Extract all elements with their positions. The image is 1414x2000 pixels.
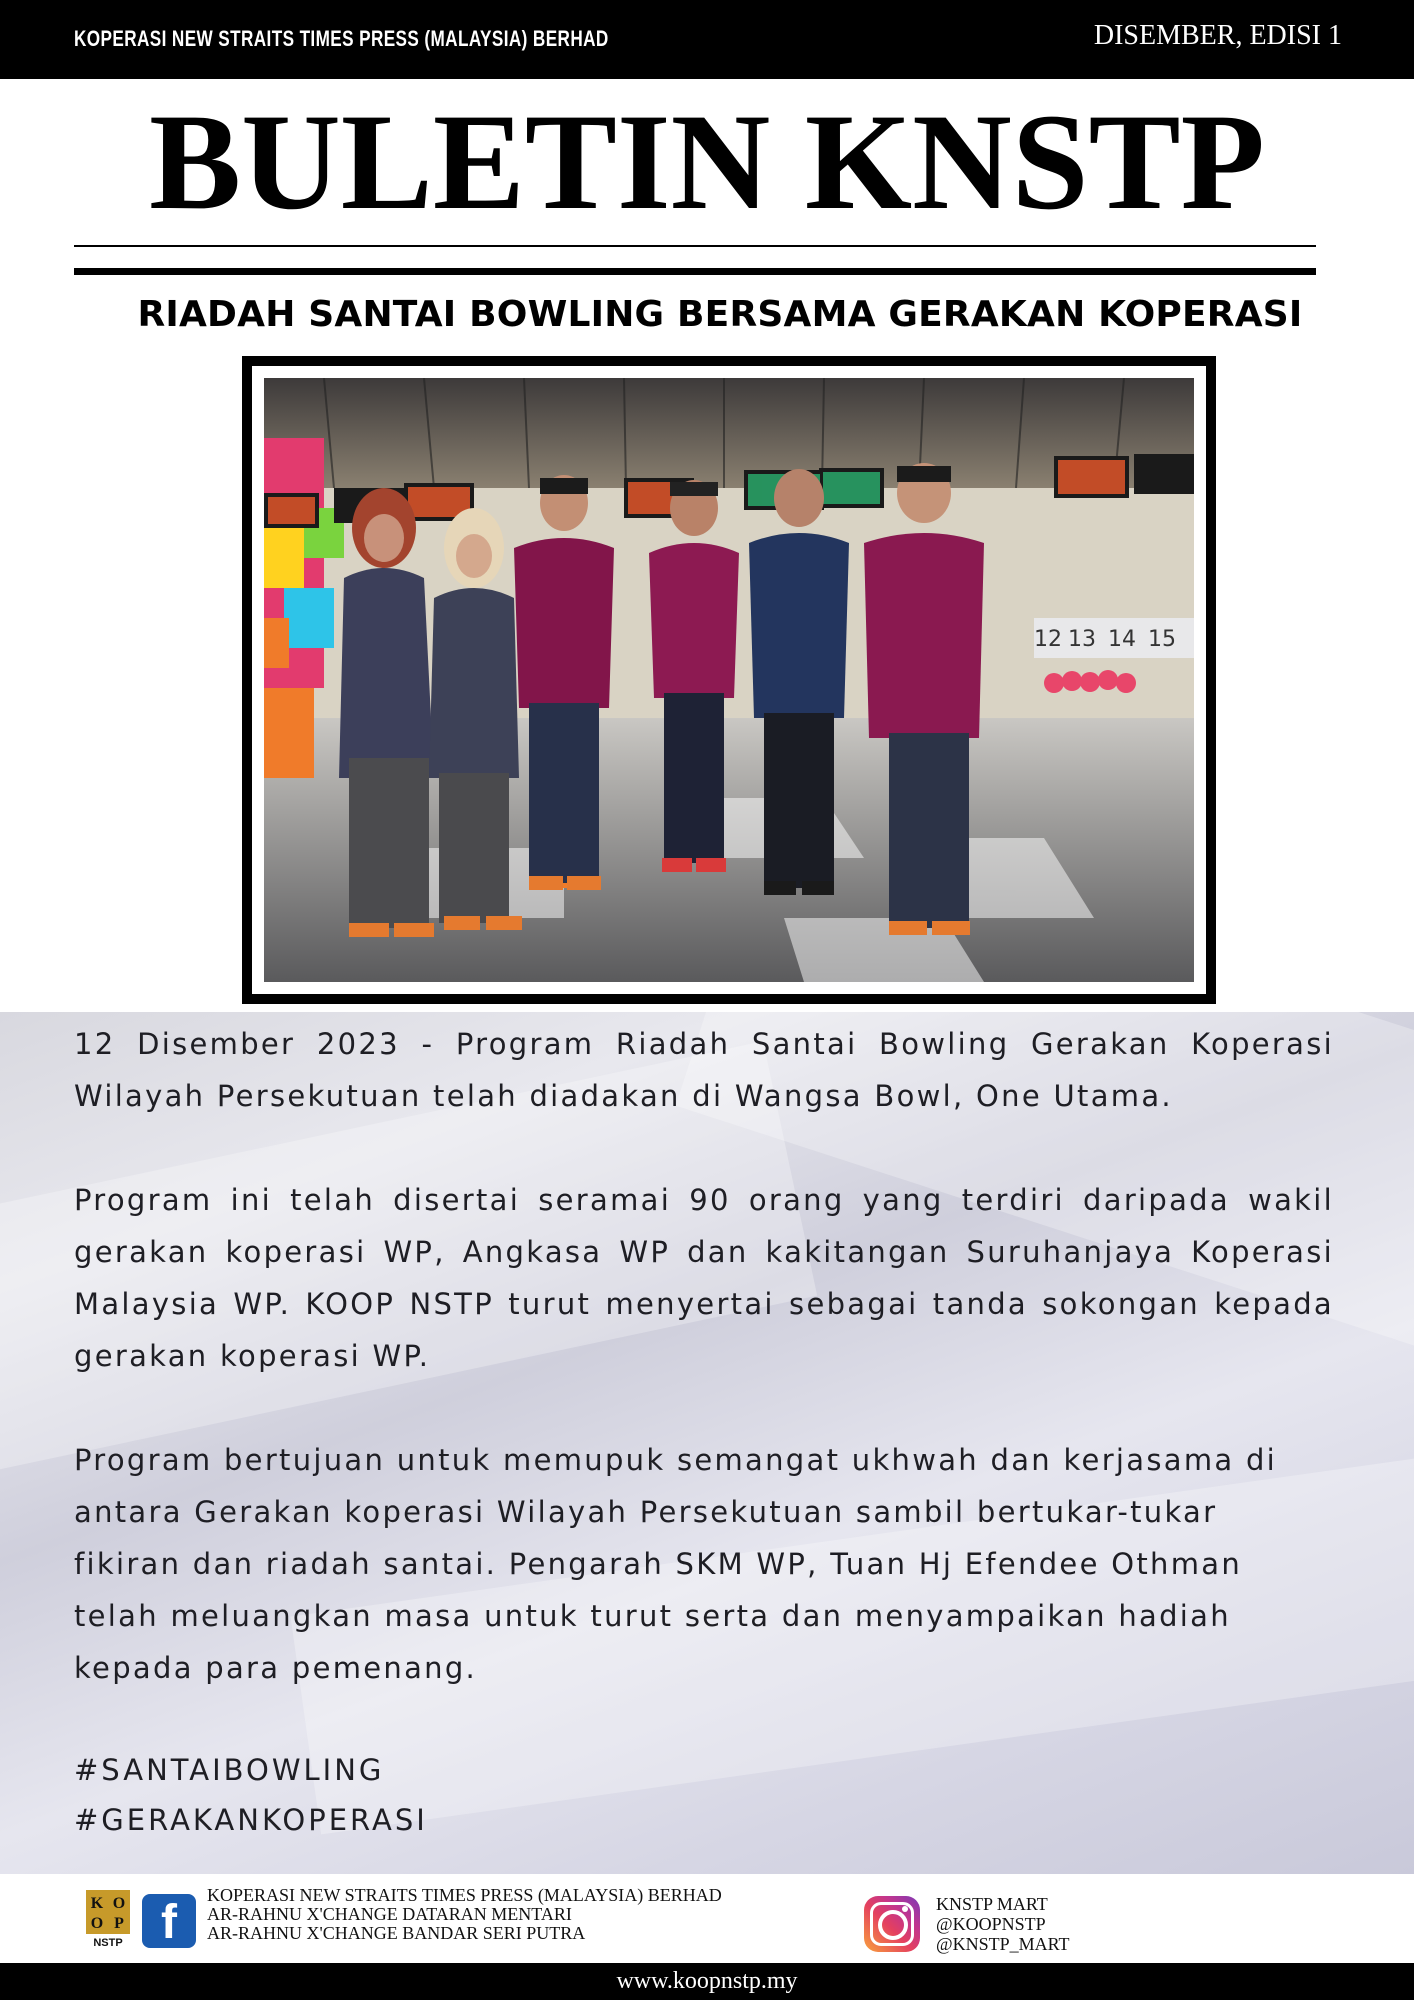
hashtag: #GERAKANKOPERASI bbox=[74, 1803, 428, 1837]
instagram-icon bbox=[864, 1896, 920, 1952]
article-body bbox=[74, 1018, 1334, 1694]
masthead-rule-thin bbox=[74, 245, 1316, 247]
top-bar bbox=[0, 0, 1414, 79]
hashtags bbox=[74, 1745, 428, 1845]
website-link[interactable]: www.koopnstp.my bbox=[616, 1968, 798, 1994]
hashtag: #SANTAIBOWLING bbox=[74, 1753, 385, 1787]
footer-line: KOPERASI NEW STRAITS TIMES PRESS (MALAYSIA) BERHAD bbox=[207, 1885, 722, 1905]
facebook-icon: f bbox=[142, 1894, 196, 1948]
facebook-accounts bbox=[207, 1886, 722, 1943]
footer-line: @KOOPNSTP bbox=[936, 1914, 1046, 1934]
article-paragraph: 12 Disember 2023 - Program Riadah Santai Bowling Gerakan Koperasi Wilayah Persekutuan telah diadakan di Wangsa Bowl, One Utama. bbox=[74, 1027, 1334, 1113]
masthead-rule-thick bbox=[74, 268, 1316, 275]
lane-number: 14 bbox=[1108, 627, 1136, 652]
footer-line: KNSTP MART bbox=[936, 1894, 1048, 1914]
photo-frame bbox=[242, 356, 1216, 1004]
bowling-group-photo bbox=[264, 378, 1194, 982]
footer-line: AR-RAHNU X'CHANGE DATARAN MENTARI bbox=[207, 1904, 572, 1924]
footer-line: AR-RAHNU X'CHANGE BANDAR SERI PUTRA bbox=[207, 1923, 586, 1943]
article-paragraph: Program bertujuan untuk memupuk semangat ukhwah dan kerjasama di antara Gerakan koperasi Wilayah Persekutuan sambil bertukar-tukar fikiran dan riadah santai. Pengarah SKM WP, Tuan Hj Efendee Othman telah meluangkan masa untuk turut serta dan menyampaikan hadiah kepada para pemenang. bbox=[74, 1443, 1278, 1685]
lane-number: 12 bbox=[1034, 627, 1062, 652]
lane-number: 15 bbox=[1148, 627, 1176, 652]
article-paragraph: Program ini telah disertai seramai 90 orang yang terdiri daripada wakil gerakan koperasi WP, Angkasa WP dan kakitangan Suruhanjaya Koperasi Malaysia WP. KOOP NSTP turut menyertai sebagai tanda sokongan kepada gerakan koperasi WP. bbox=[74, 1183, 1334, 1373]
article-headline: RIADAH SANTAI BOWLING BERSAMA GERAKAN KOPERASI bbox=[137, 294, 1303, 335]
koop-nstp-logo bbox=[86, 1890, 130, 1948]
svg-text:O: O bbox=[112, 1895, 126, 1912]
lane-number: 13 bbox=[1068, 627, 1096, 652]
edition-label: DISEMBER, EDISI 1 bbox=[1093, 20, 1342, 51]
svg-text:O: O bbox=[90, 1915, 104, 1932]
svg-text:NSTP: NSTP bbox=[93, 1937, 123, 1948]
instagram-accounts bbox=[936, 1894, 1070, 1954]
svg-text:P: P bbox=[114, 1915, 124, 1932]
svg-text:K: K bbox=[90, 1895, 104, 1912]
footer bbox=[0, 1874, 1414, 1963]
website-bar bbox=[0, 1963, 1414, 2000]
masthead-title: BULETIN KNSTP bbox=[149, 85, 1265, 238]
footer-line: @KNSTP_MART bbox=[936, 1934, 1070, 1954]
organization-name: KOPERASI NEW STRAITS TIMES PRESS (MALAYSIA) BERHAD bbox=[74, 26, 609, 51]
